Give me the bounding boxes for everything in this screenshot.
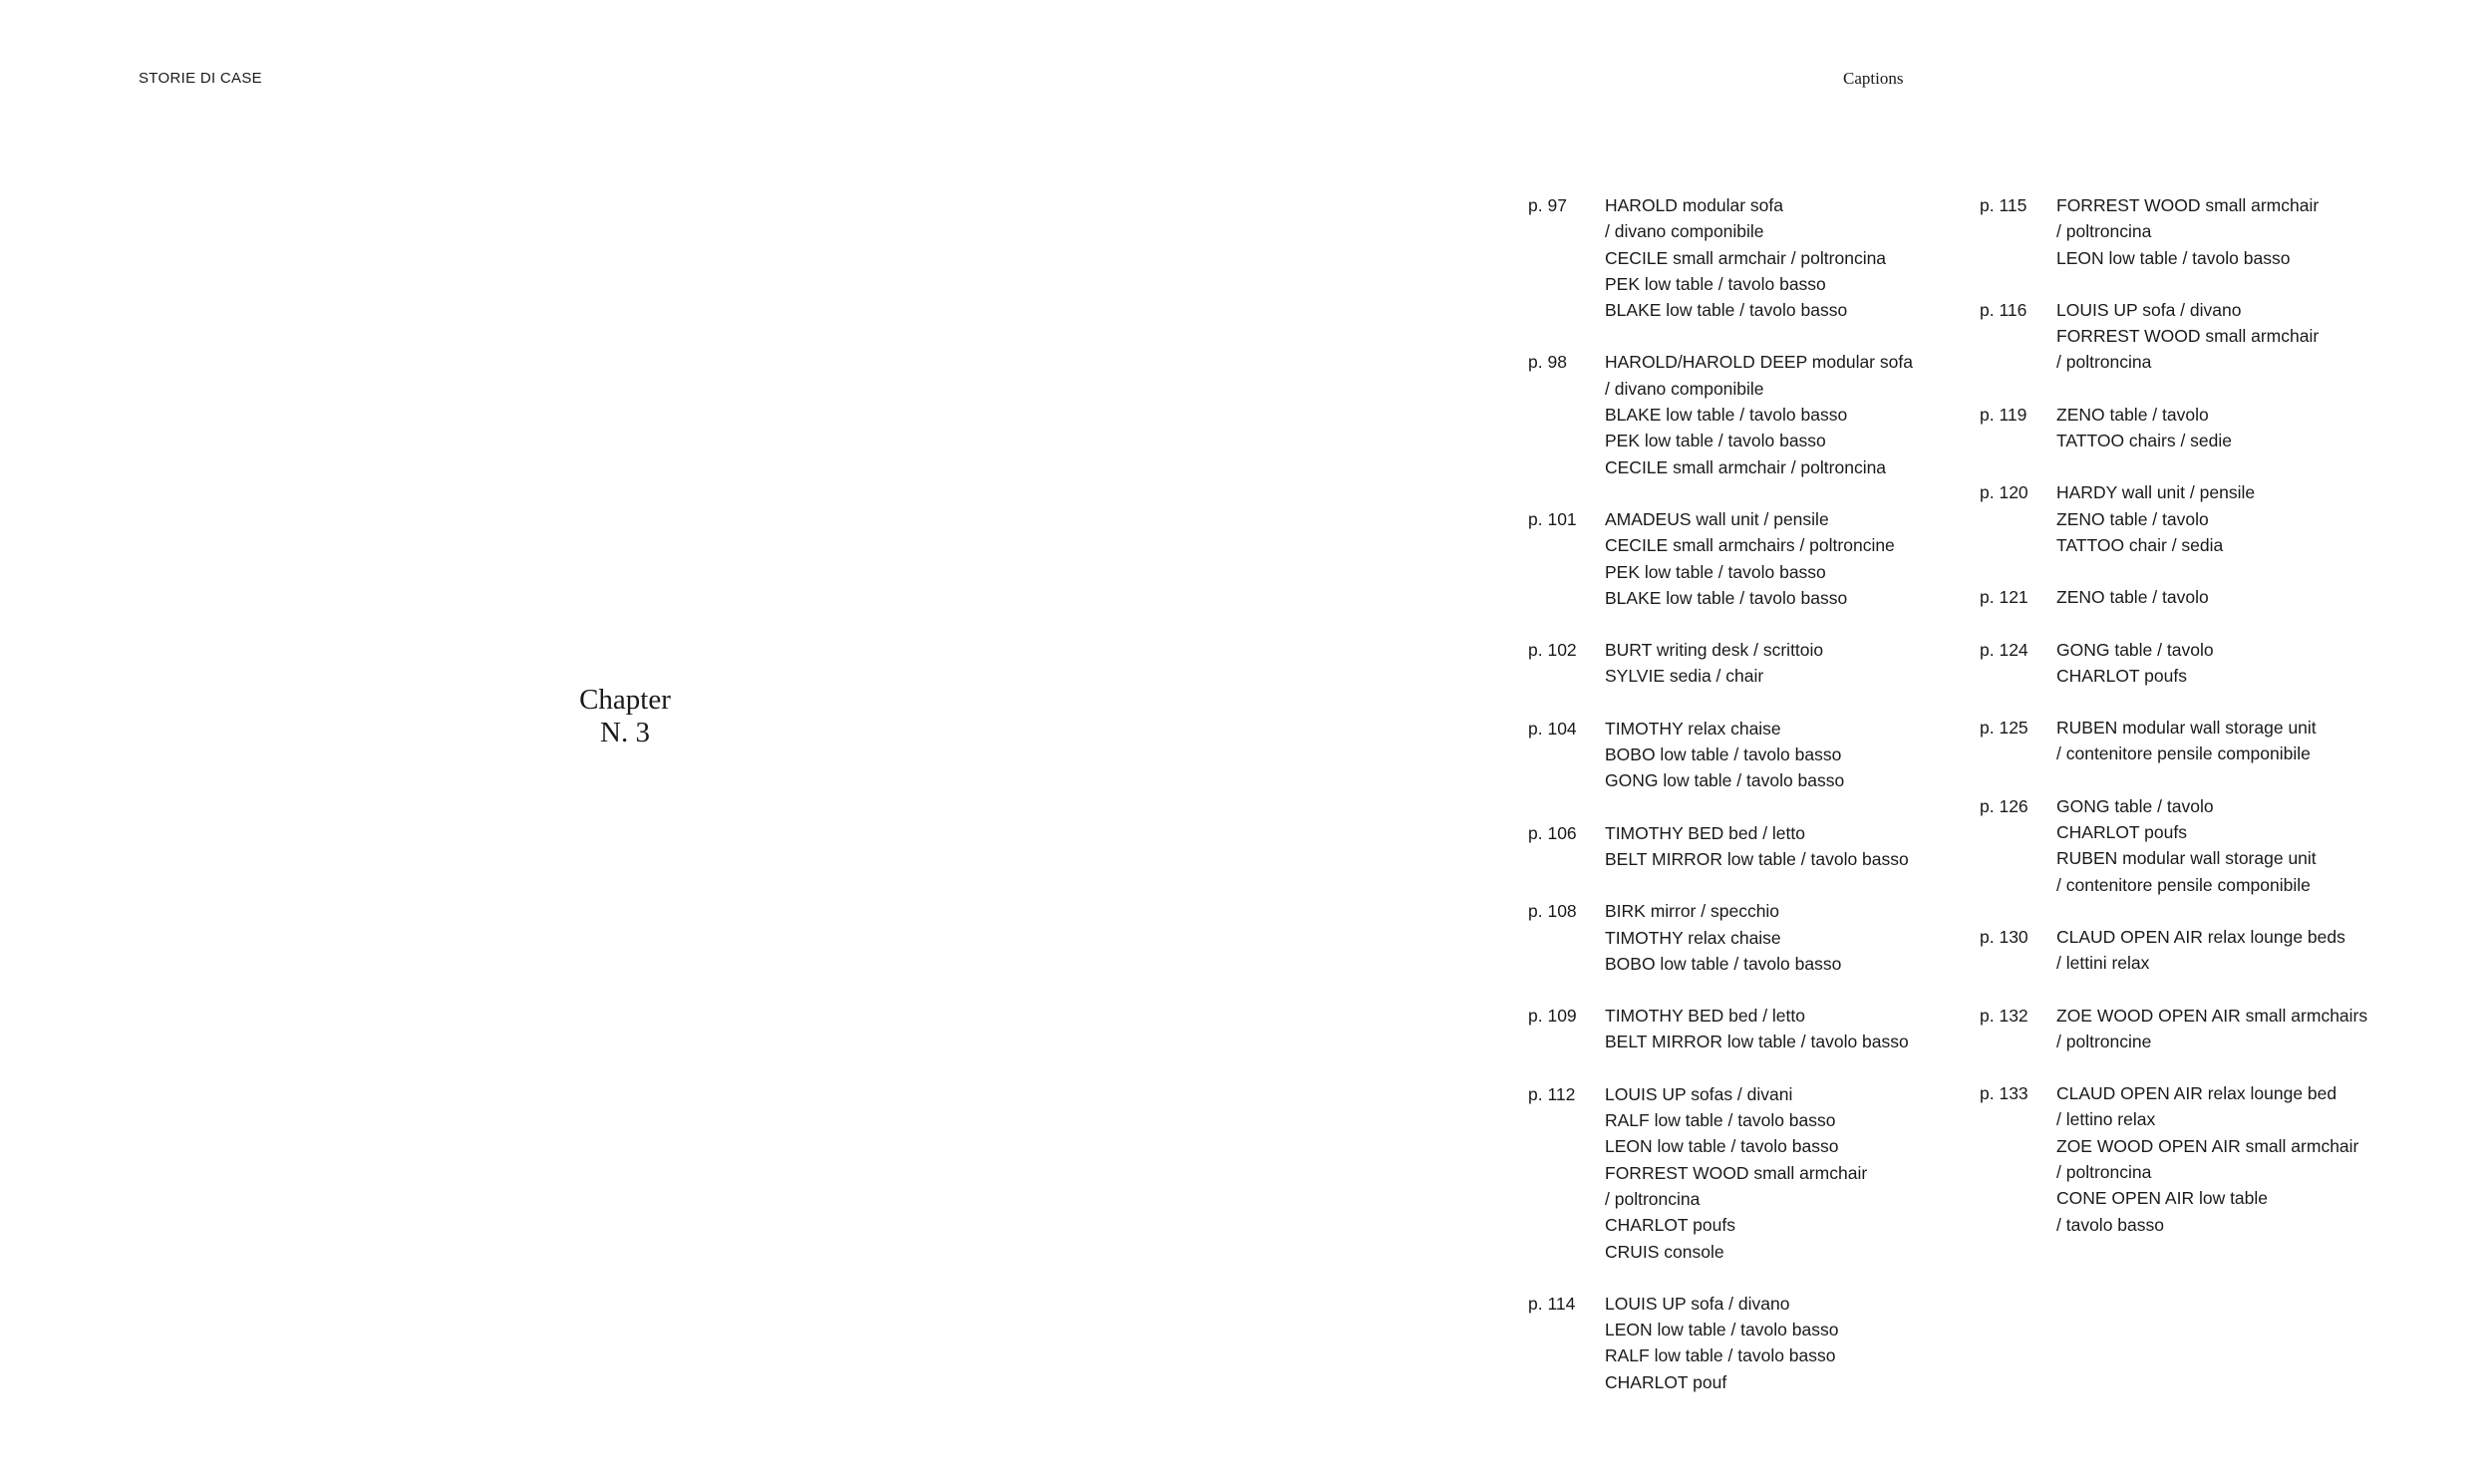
page-reference: p. 104 — [1528, 718, 1577, 739]
caption-entry — [1980, 297, 2367, 376]
caption-line: / lettini relax — [2056, 953, 2150, 974]
caption-items — [1605, 1081, 1867, 1265]
caption-entry — [1528, 506, 1913, 611]
page-reference: p. 125 — [1980, 718, 2028, 739]
page-reference: p. 133 — [1980, 1083, 2028, 1104]
caption-line: / poltroncina — [2056, 1162, 2152, 1183]
caption-line: CECILE small armchair / poltroncina — [1605, 456, 1887, 477]
caption-line: / poltroncina — [2056, 221, 2152, 242]
caption-items — [1605, 898, 1841, 977]
caption-entry — [1980, 924, 2367, 977]
caption-items — [1605, 820, 1909, 873]
caption-line: LOUIS UP sofa / divano — [2056, 299, 2242, 320]
caption-line: LEON low table / tavolo basso — [1605, 1136, 1839, 1157]
chapter-number: N. 3 — [600, 717, 650, 748]
page-reference: p. 119 — [1980, 404, 2027, 425]
caption-entry — [1528, 637, 1913, 690]
caption-line: LOUIS UP sofas / divani — [1605, 1083, 1793, 1104]
caption-line: GONG table / tavolo — [2056, 639, 2214, 660]
caption-line: CECILE small armchair / poltroncina — [1605, 247, 1887, 268]
caption-entry — [1980, 793, 2367, 898]
caption-line: BLAKE low table / tavolo basso — [1605, 587, 1848, 608]
caption-line: PEK low table / tavolo basso — [1605, 561, 1826, 582]
caption-entry — [1528, 1081, 1913, 1265]
caption-line: BLAKE low table / tavolo basso — [1605, 300, 1848, 321]
caption-items — [2056, 297, 2319, 376]
caption-entry — [1980, 584, 2367, 610]
caption-line: CHARLOT poufs — [2056, 665, 2187, 686]
caption-line: SYLVIE sedia / chair — [1605, 666, 1764, 687]
caption-line: GONG low table / tavolo basso — [1605, 770, 1845, 791]
caption-line: FORREST WOOD small armchair — [2056, 326, 2320, 347]
page-reference: p. 98 — [1528, 352, 1567, 373]
caption-items — [2056, 192, 2319, 271]
page-reference: p. 116 — [1980, 299, 2027, 320]
running-head: STORIE DI CASE — [139, 70, 262, 87]
caption-entry — [1980, 402, 2367, 454]
caption-items — [2056, 793, 2317, 898]
caption-line: BELT MIRROR low table / tavolo basso — [1605, 848, 1909, 869]
caption-items — [2056, 584, 2209, 610]
caption-line: LOUIS UP sofa / divano — [1605, 1293, 1790, 1314]
caption-items — [2056, 637, 2214, 690]
caption-line: CECILE small armchairs / poltroncine — [1605, 535, 1895, 556]
caption-entry — [1980, 479, 2367, 558]
caption-line: ZOE WOOD OPEN AIR small armchair — [2056, 1135, 2359, 1156]
caption-entry — [1528, 820, 1913, 873]
caption-line: / divano componibile — [1605, 378, 1764, 399]
caption-entry — [1980, 637, 2367, 690]
caption-line: BIRK mirror / specchio — [1605, 901, 1780, 922]
captions-column-left — [1528, 192, 1913, 1421]
caption-entry — [1528, 192, 1913, 323]
caption-items — [2056, 1080, 2358, 1238]
page-reference: p. 97 — [1528, 195, 1567, 215]
page-reference: p. 126 — [1980, 795, 2028, 816]
page-reference: p. 108 — [1528, 901, 1577, 922]
page-reference: p. 130 — [1980, 926, 2028, 947]
section-title: Captions — [1843, 69, 1904, 88]
page-reference: p. 106 — [1528, 822, 1577, 843]
page-reference: p. 120 — [1980, 482, 2028, 503]
caption-line: BLAKE low table / tavolo basso — [1605, 405, 1848, 426]
page-reference: p. 121 — [1980, 587, 2028, 608]
caption-line: TATTOO chair / sedia — [2056, 534, 2224, 555]
page-reference: p. 115 — [1980, 195, 2027, 215]
caption-line: ZENO table / tavolo — [2056, 404, 2209, 425]
caption-line: CLAUD OPEN AIR relax lounge beds — [2056, 926, 2345, 947]
caption-line: / contenitore pensile componibile — [2056, 743, 2311, 764]
caption-line: / lettino relax — [2056, 1109, 2156, 1130]
caption-line: RUBEN modular wall storage unit — [2056, 718, 2317, 739]
caption-items — [2056, 715, 2317, 767]
caption-line: GONG table / tavolo — [2056, 795, 2214, 816]
caption-line: / poltroncina — [2056, 352, 2152, 373]
caption-items — [2056, 479, 2255, 558]
caption-line: / tavolo basso — [2056, 1214, 2164, 1235]
caption-line: RUBEN modular wall storage unit — [2056, 848, 2317, 869]
caption-line: TIMOTHY BED bed / letto — [1605, 1006, 1805, 1027]
caption-line: TIMOTHY BED bed / letto — [1605, 822, 1805, 843]
caption-items — [1605, 716, 1844, 794]
caption-line: / poltroncina — [1605, 1188, 1701, 1209]
caption-line: AMADEUS wall unit / pensile — [1605, 508, 1829, 529]
caption-line: LEON low table / tavolo basso — [2056, 247, 2291, 268]
caption-entry — [1528, 349, 1913, 479]
caption-line: CLAUD OPEN AIR relax lounge bed — [2056, 1083, 2337, 1104]
caption-entry — [1528, 1003, 1913, 1055]
caption-line: TIMOTHY relax chaise — [1605, 927, 1781, 948]
caption-entry — [1980, 192, 2367, 271]
caption-entry — [1528, 1291, 1913, 1395]
caption-items — [1605, 1003, 1909, 1055]
caption-line: CONE OPEN AIR low table — [2056, 1188, 2269, 1209]
caption-line: CHARLOT poufs — [1605, 1215, 1735, 1236]
page-reference: p. 132 — [1980, 1005, 2028, 1026]
caption-line: LEON low table / tavolo basso — [1605, 1320, 1839, 1340]
caption-line: ZENO table / tavolo — [2056, 508, 2209, 529]
chapter-label: Chapter — [579, 684, 671, 716]
caption-line: / poltroncine — [2056, 1031, 2152, 1051]
caption-items — [2056, 924, 2345, 977]
page-reference: p. 109 — [1528, 1006, 1577, 1027]
caption-line: HAROLD/HAROLD DEEP modular sofa — [1605, 352, 1913, 373]
caption-line: RALF low table / tavolo basso — [1605, 1345, 1836, 1366]
caption-items — [1605, 349, 1913, 479]
caption-line: BOBO low table / tavolo basso — [1605, 744, 1842, 765]
caption-items — [1605, 506, 1895, 611]
caption-line: TATTOO chairs / sedie — [2056, 431, 2233, 451]
caption-line: HARDY wall unit / pensile — [2056, 482, 2256, 503]
caption-line: TIMOTHY relax chaise — [1605, 718, 1781, 739]
caption-line: ZENO table / tavolo — [2056, 587, 2209, 608]
page-reference: p. 101 — [1528, 508, 1577, 529]
caption-entry — [1980, 1003, 2367, 1055]
caption-line: FORREST WOOD small armchair — [2056, 195, 2320, 215]
page-reference: p. 124 — [1980, 639, 2028, 660]
caption-line: CHARLOT pouf — [1605, 1371, 1727, 1392]
caption-line: PEK low table / tavolo basso — [1605, 273, 1826, 294]
caption-items — [1605, 1291, 1838, 1395]
page-reference: p. 102 — [1528, 640, 1577, 661]
captions-column-right — [1980, 192, 2367, 1264]
caption-items — [1605, 637, 1823, 690]
caption-line: RALF low table / tavolo basso — [1605, 1110, 1836, 1131]
caption-line: CHARLOT poufs — [2056, 822, 2187, 843]
caption-line: / divano componibile — [1605, 221, 1764, 242]
page-reference: p. 112 — [1528, 1083, 1576, 1104]
page-reference: p. 114 — [1528, 1293, 1576, 1314]
caption-entry — [1980, 715, 2367, 767]
caption-line: CRUIS console — [1605, 1241, 1724, 1262]
caption-line: BURT writing desk / scrittoio — [1605, 640, 1824, 661]
caption-items — [2056, 402, 2232, 454]
caption-entry — [1528, 898, 1913, 977]
caption-items — [1605, 192, 1886, 323]
caption-line: HAROLD modular sofa — [1605, 195, 1783, 215]
caption-line: BOBO low table / tavolo basso — [1605, 953, 1842, 974]
caption-line: ZOE WOOD OPEN AIR small armchairs — [2056, 1005, 2368, 1026]
caption-line: / contenitore pensile componibile — [2056, 874, 2311, 895]
caption-items — [2056, 1003, 2367, 1055]
caption-line: BELT MIRROR low table / tavolo basso — [1605, 1032, 1909, 1052]
caption-line: PEK low table / tavolo basso — [1605, 431, 1826, 451]
chapter-heading — [525, 684, 725, 749]
caption-entry — [1980, 1080, 2367, 1238]
caption-entry — [1528, 716, 1913, 794]
caption-line: FORREST WOOD small armchair — [1605, 1162, 1868, 1183]
